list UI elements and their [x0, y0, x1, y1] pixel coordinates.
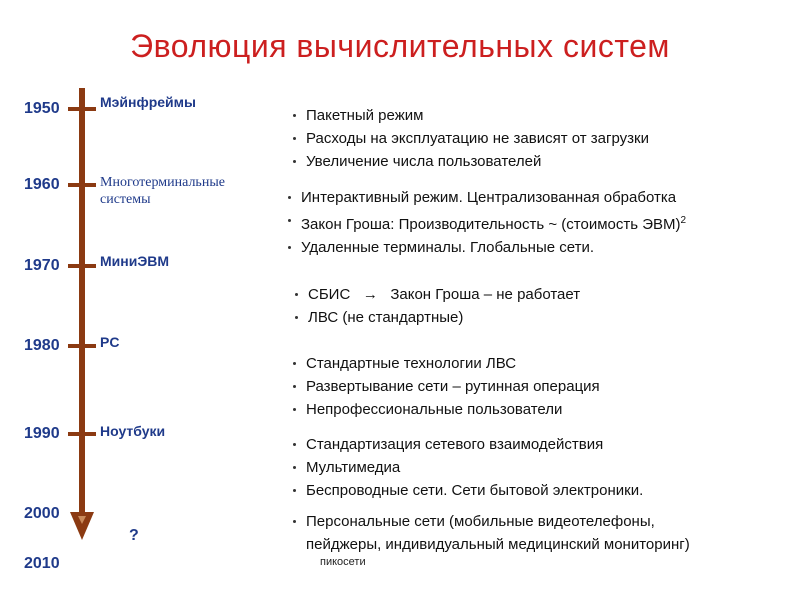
year-1980: 1980: [24, 337, 60, 354]
era-mainframes: Мэйнфреймы: [100, 94, 196, 110]
list-item: Мультимедиа: [290, 456, 643, 479]
picosets-note: пикосети: [320, 556, 366, 568]
list-item: Увеличение числа пользователей: [290, 150, 649, 173]
era-pc: PC: [100, 334, 120, 350]
list-item: Непрофессиональные пользователи: [290, 398, 600, 421]
list-item: Развертывание сети – рутинная операция: [290, 375, 600, 398]
bullets-1970: [292, 283, 580, 329]
bullets-1950: [290, 104, 649, 173]
bullets-2000: [290, 510, 655, 533]
list-item: Персональные сети (мобильные видеотелефоны,: [290, 510, 655, 533]
era-multiterminal-line1: Многотерминальные: [100, 175, 225, 190]
bullets-1960: [285, 186, 686, 259]
year-1990: 1990: [24, 425, 60, 442]
vlsi-label: СБИС: [308, 286, 351, 303]
bullets-2000-continuation: пейджеры, индивидуальный медицинский мониторинг): [306, 536, 690, 553]
list-item: Беспроводные сети. Сети бытовой электроники.: [290, 479, 643, 502]
list-item: [292, 283, 580, 306]
bullets-1990: [290, 433, 643, 502]
era-multiterminal: [100, 174, 280, 208]
list-item: Удаленные терминалы. Глобальные сети.: [285, 236, 686, 259]
year-1960: 1960: [24, 176, 60, 193]
year-2010: 2010: [24, 555, 60, 572]
era-multiterminal-line2: системы: [100, 192, 151, 207]
list-item: Стандартные технологии ЛВС: [290, 352, 600, 375]
page-title: Эволюция вычислительных систем: [130, 28, 670, 64]
list-item: Интерактивный режим. Централизованная обработка: [285, 186, 686, 209]
era-future: ?: [129, 527, 139, 544]
list-item: Расходы на эксплуатацию не зависят от загрузки: [290, 127, 649, 150]
list-item: Пакетный режим: [290, 104, 649, 127]
era-minicomputers: МиниЭВМ: [100, 253, 170, 269]
year-1950: 1950: [24, 100, 60, 117]
year-1970: 1970: [24, 257, 60, 274]
list-item: Стандартизация сетевого взаимодействия: [290, 433, 643, 456]
list-item: ЛВС (не стандартные): [292, 306, 580, 329]
year-2000: 2000: [24, 505, 60, 522]
bullets-1980: [290, 352, 600, 421]
grosch-law-text: Закон Гроша: Производительность ~ (стоимость ЭВМ): [301, 216, 681, 233]
list-item: [285, 209, 686, 236]
era-notebooks: Ноутбуки: [100, 423, 166, 439]
implies-arrow: →: [362, 286, 378, 303]
grosch-law-broken: Закон Гроша – не работает: [390, 286, 581, 303]
grosch-law-exponent: 2: [680, 215, 687, 226]
